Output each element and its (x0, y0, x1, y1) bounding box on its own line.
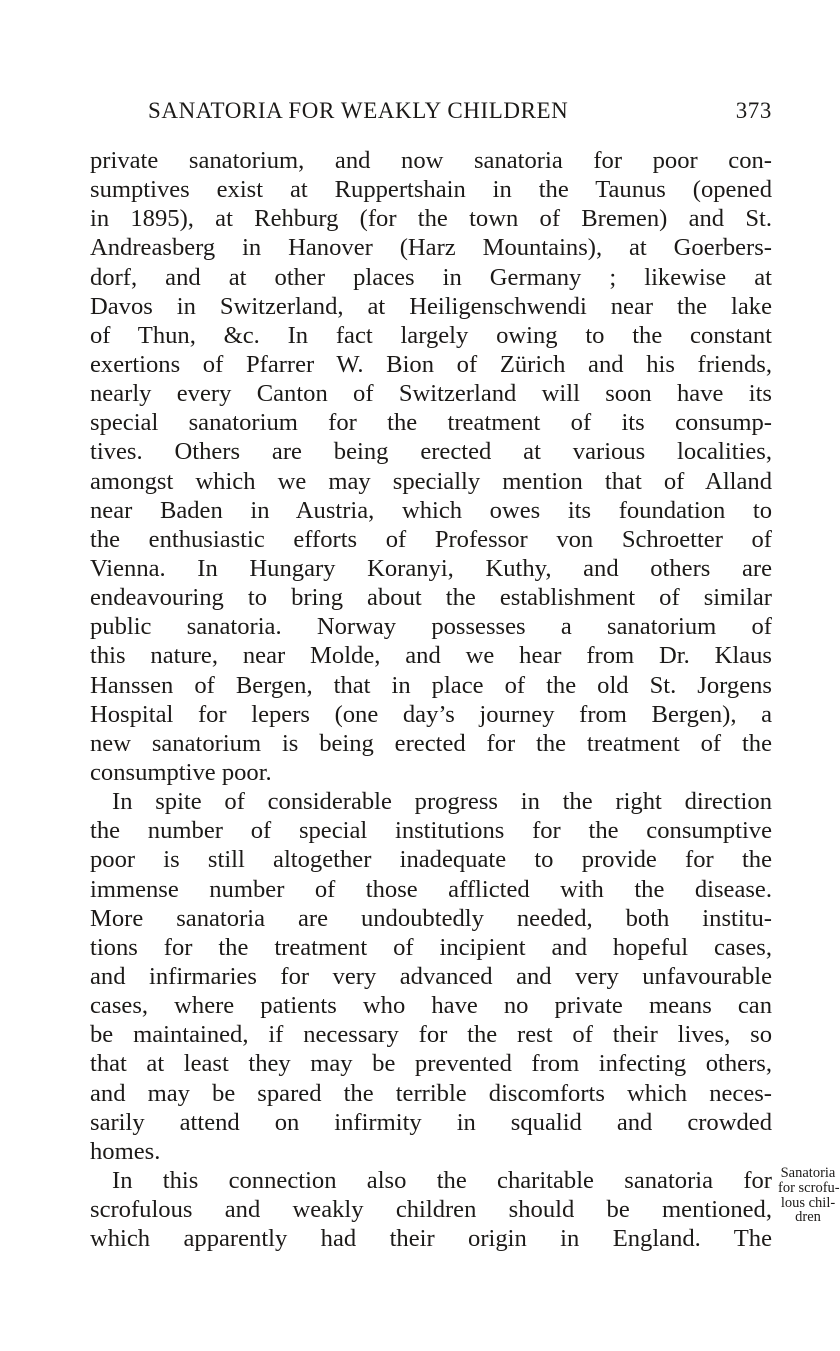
paragraph-start-line: In spite of considerable progress in the right direction (112, 788, 772, 816)
text-line: nearly every Canton of Switzerland will soon have its (90, 380, 772, 408)
marginal-note-line: Sanatoria (780, 1165, 836, 1181)
text-line: dorf, and at other places in Germany ; likewise at (90, 263, 772, 291)
text-line: scrofulous and weakly children should be mentioned, (90, 1196, 772, 1224)
text-line: amongst which we may specially mention that of Alland (90, 467, 772, 495)
text-line: cases, where patients who have no private means can (90, 992, 772, 1020)
paragraph-start-line: In this connection also the charitable sanatoria for (112, 1166, 772, 1194)
text-line: immense number of those afflicted with the disease. (90, 875, 772, 903)
text-line: Hospital for lepers (one day’s journey from Bergen), a (90, 700, 772, 728)
running-head (90, 92, 772, 132)
text-line: new sanatorium is being erected for the treatment of the (90, 729, 772, 757)
text-line: and may be spared the terrible discomforts which neces- (90, 1079, 772, 1107)
text-line: Davos in Switzerland, at Heiligenschwendi near the lake (90, 292, 772, 320)
text-line: of Thun, &c. In fact largely owing to the constant (90, 321, 772, 349)
marginal-note (778, 1166, 838, 1225)
marginal-note-line: lous chil- (780, 1194, 836, 1211)
text-line: that at least they may be prevented from infecting others, (90, 1050, 772, 1078)
text-line: Vienna. In Hungary Koranyi, Kuthy, and others are (90, 554, 772, 582)
text-line: tives. Others are being erected at various localities, (90, 438, 772, 466)
running-title: SANATORIA FOR WEAKLY CHILDREN (148, 98, 569, 123)
text-line: tions for the treatment of incipient and hopeful cases, (90, 933, 772, 961)
text-line: this nature, near Molde, and we hear from Dr. Klaus (90, 642, 772, 670)
text-line: sumptives exist at Ruppertshain in the Taunus (opened (90, 176, 772, 204)
text-line: More sanatoria are undoubtedly needed, both institu- (90, 904, 772, 932)
paragraph-end-line: homes. (90, 1137, 161, 1165)
text-line: in 1895), at Rehburg (for the town of Bremen) and St. (90, 205, 772, 233)
text-line: the number of special institutions for the consumptive (90, 817, 772, 845)
marginal-note-line: dren (795, 1209, 821, 1226)
text-line: public sanatoria. Norway possesses a sanatorium of (90, 613, 772, 641)
text-line: be maintained, if necessary for the rest of their lives, so (90, 1021, 772, 1049)
text-line: exertions of Pfarrer W. Bion of Zürich and his friends, (90, 350, 772, 378)
text-line: and infirmaries for very advanced and very unfavourable (90, 962, 772, 990)
page-number: 373 (735, 98, 772, 123)
paragraph-end-line: consumptive poor. (90, 758, 272, 786)
text-line: Andreasberg in Hanover (Harz Mountains), at Goerbers- (90, 234, 772, 262)
text-line: endeavouring to bring about the establishment of similar (90, 584, 772, 612)
text-line: special sanatorium for the treatment of its consump- (90, 409, 772, 437)
marginal-note-line: for scrofu- (778, 1179, 840, 1196)
body-text (90, 146, 772, 1253)
text-line: private sanatorium, and now sanatoria for poor con- (90, 147, 772, 174)
text-line: near Baden in Austria, which owes its foundation to (90, 496, 772, 524)
text-line: poor is still altogether inadequate to provide for the (90, 846, 772, 874)
text-line: which apparently had their origin in England. The (90, 1225, 772, 1253)
text-line: Hanssen of Bergen, that in place of the old St. Jorgens (90, 671, 772, 699)
text-line: the enthusiastic efforts of Professor von Schroetter of (90, 525, 772, 553)
text-line: sarily attend on infirmity in squalid and crowded (90, 1108, 772, 1136)
